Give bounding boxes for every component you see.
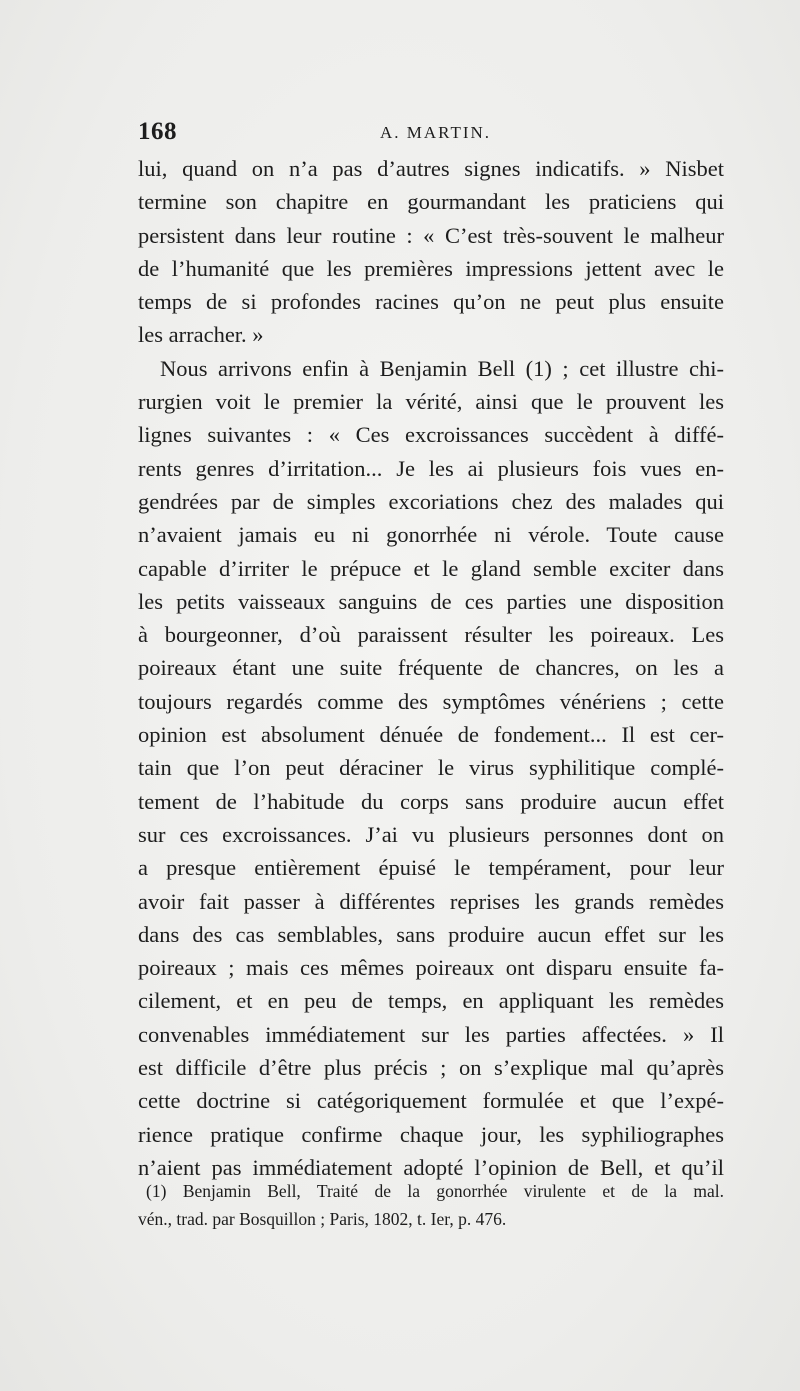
text-line: persistent dans leur routine : « C’est très-souvent le malheur: [138, 222, 724, 248]
text-line: poireaux ; mais ces mêmes poireaux ont disparu ensuite fa-: [138, 955, 724, 981]
page-header: [138, 118, 724, 152]
text-line: les petits vaisseaux sanguins de ces parties une disposition: [138, 588, 724, 614]
text-line: les arracher. »: [138, 322, 264, 348]
footnotes: [138, 1177, 724, 1233]
footnote-line: vén., trad. par Bosquillon ; Paris, 1802, t. Ier, p. 476.: [138, 1209, 507, 1229]
text-line: tement de l’habitude du corps sans produire aucun effet: [138, 788, 724, 814]
text-line: convenables immédiatement sur les parties affectées. » Il: [138, 1021, 724, 1047]
text-line: n’avaient jamais eu ni gonorrhée ni vérole. Toute cause: [138, 522, 724, 548]
text-line: à bourgeonner, d’où paraissent résulter les poireaux. Les: [138, 622, 724, 648]
text-line: est difficile d’être plus précis ; on s’explique mal qu’après: [138, 1055, 724, 1081]
text-line: tain que l’on peut déraciner le virus syphilitique complé-: [138, 755, 724, 781]
text-line: opinion est absolument dénuée de fondement... Il est cer-: [138, 722, 724, 748]
text-line: n’aient pas immédiatement adopté l’opinion de Bell, et qu’il: [138, 1154, 724, 1180]
text-line: avoir fait passer à différentes reprises les grands remèdes: [138, 888, 724, 914]
text-line: a presque entièrement épuisé le tempérament, pour leur: [138, 855, 724, 881]
paragraph-start-line: Nous arrivons enfin à Benjamin Bell (1) ; cet illustre chi-: [160, 355, 724, 381]
text-line: gendrées par de simples excoriations chez des malades qui: [138, 488, 724, 514]
footnote-line: (1) Benjamin Bell, Traité de la gonorrhée virulente et de la mal.: [146, 1181, 724, 1201]
text-line: sur ces excroissances. J’ai vu plusieurs personnes dont on: [138, 821, 724, 847]
body-text: [138, 152, 724, 1184]
text-line: lui, quand on n’a pas d’autres signes indicatifs. » Nisbet: [138, 156, 724, 181]
page-number: 168: [138, 118, 177, 145]
text-line: termine son chapitre en gourmandant les praticiens qui: [138, 189, 724, 215]
running-head: A. MARTIN.: [380, 123, 492, 142]
text-line: cilement, et en peu de temps, en appliquant les remèdes: [138, 988, 724, 1014]
text-line: rents genres d’irritation... Je les ai plusieurs fois vues en-: [138, 455, 724, 481]
text-line: temps de si profondes racines qu’on ne peut plus ensuite: [138, 289, 724, 315]
text-line: de l’humanité que les premières impressions jettent avec le: [138, 255, 724, 281]
text-line: dans des cas semblables, sans produire aucun effet sur les: [138, 921, 724, 947]
text-line: rurgien voit le premier la vérité, ainsi que le prouvent les: [138, 389, 724, 415]
text-line: capable d’irriter le prépuce et le gland semble exciter dans: [138, 555, 724, 581]
text-line: cette doctrine si catégoriquement formulée et que l’expé-: [138, 1088, 724, 1114]
text-line: poireaux étant une suite fréquente de chancres, on les a: [138, 655, 724, 681]
text-line: toujours regardés comme des symptômes vénériens ; cette: [138, 688, 724, 714]
text-line: lignes suivantes : « Ces excroissances succèdent à diffé-: [138, 422, 724, 448]
text-line: rience pratique confirme chaque jour, les syphiliographes: [138, 1121, 724, 1147]
